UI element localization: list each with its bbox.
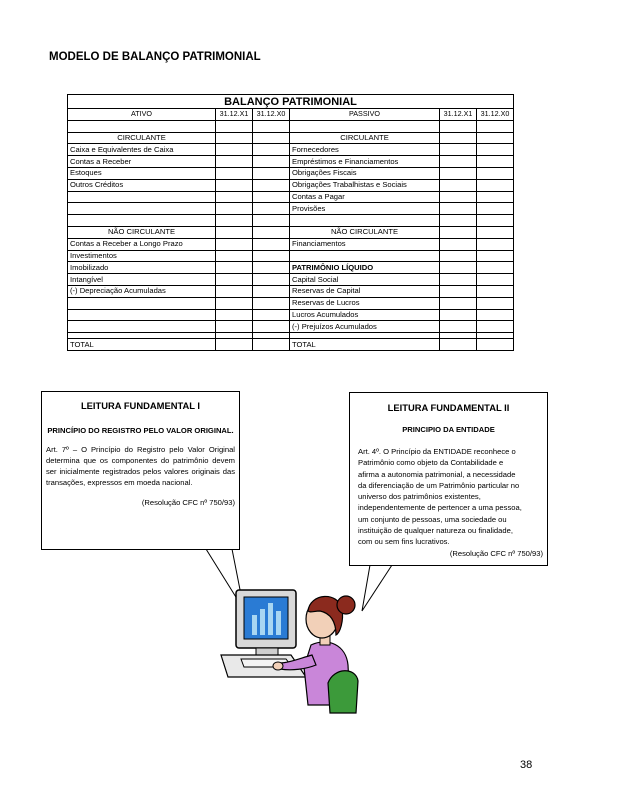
passivo-x1-cell [440, 321, 477, 333]
passivo-x0-cell [477, 132, 514, 144]
passivo-x1-cell [440, 132, 477, 144]
header-ativo-x1: 31.12.X1 [216, 109, 253, 121]
passivo-x0-cell [477, 285, 514, 297]
ativo-x0-cell [253, 215, 290, 227]
leitura-fundamental-1-box [41, 391, 240, 550]
ativo-x1-cell [216, 262, 253, 274]
ativo-cell: Estoques [68, 167, 216, 179]
ativo-x1-cell [216, 309, 253, 321]
passivo-x0-cell [477, 144, 514, 156]
passivo-x1-cell [440, 285, 477, 297]
leitura1-body: Art. 7º – O Princípio do Registro pelo Valor Original determina que os componentes do patrimônio devem ser inicialmente registrados pelos valores originais das transações, expressos em moeda nacional. [46, 445, 235, 487]
table-row [68, 321, 514, 333]
ativo-x0-cell [253, 262, 290, 274]
ativo-x0-cell [253, 167, 290, 179]
ativo-x1-cell [216, 156, 253, 168]
table-row [68, 309, 514, 321]
ativo-x0-cell [253, 297, 290, 309]
ativo-x0-cell [253, 250, 290, 262]
passivo-cell: PATRIMÔNIO LÍQUIDO [290, 262, 440, 274]
screen-bar-4 [276, 611, 281, 635]
passivo-cell: CIRCULANTE [290, 132, 440, 144]
passivo-x1-cell [440, 203, 477, 215]
ativo-cell: Imobilizado [68, 262, 216, 274]
passivo-cell [290, 215, 440, 227]
passivo-cell: Reservas de Capital [290, 285, 440, 297]
ativo-x1-cell [216, 238, 253, 250]
passivo-x1-cell [440, 238, 477, 250]
leitura2-ref: (Resolução CFC nº 750/93) [449, 548, 543, 558]
computer-monitor-icon [236, 590, 296, 656]
ativo-x1-cell [216, 321, 253, 333]
table-row [68, 156, 514, 168]
passivo-cell: Financiamentos [290, 238, 440, 250]
ativo-x0-cell [253, 321, 290, 333]
ativo-cell: Intangível [68, 274, 216, 286]
table-row [68, 179, 514, 191]
ativo-cell [68, 297, 216, 309]
passivo-x1-cell [440, 226, 477, 238]
screen-bar-1 [252, 615, 257, 635]
passivo-x0-cell [477, 167, 514, 179]
passivo-x0-cell [477, 238, 514, 250]
passivo-x1-cell [440, 215, 477, 227]
passivo-cell [290, 250, 440, 262]
passivo-x1-cell [440, 309, 477, 321]
ativo-x0-cell [253, 226, 290, 238]
passivo-cell: Fornecedores [290, 144, 440, 156]
header-passivo: PASSIVO [290, 109, 440, 121]
passivo-cell: (-) Prejuízos Acumulados [290, 321, 440, 333]
leitura2-subtitle: PRINCIPIO DA ENTIDADE [402, 425, 495, 434]
passivo-cell: Empréstimos e Financiamentos [290, 156, 440, 168]
table-title: BALANÇO PATRIMONIAL [68, 95, 514, 109]
table-row [68, 238, 514, 250]
passivo-cell: Reservas de Lucros [290, 297, 440, 309]
table-row [68, 144, 514, 156]
table-row [68, 262, 514, 274]
page-number: 38 [520, 759, 533, 771]
table-row [68, 215, 514, 227]
ativo-cell: Contas a Receber [68, 156, 216, 168]
ativo-x0-cell [253, 191, 290, 203]
ativo-x0-cell [253, 120, 290, 132]
ativo-cell [68, 120, 216, 132]
table-row [68, 339, 514, 351]
leitura1-ref: (Resolução CFC nº 750/93) [141, 498, 235, 507]
ativo-cell [68, 309, 216, 321]
passivo-x0-cell [477, 309, 514, 321]
page-title: MODELO DE BALANÇO PATRIMONIAL [49, 51, 261, 63]
ativo-x0-cell [253, 339, 290, 351]
table-row [68, 250, 514, 262]
ativo-cell: Contas a Receber a Longo Prazo [68, 238, 216, 250]
screen-bar-2 [260, 609, 265, 635]
ativo-x0-cell [253, 156, 290, 168]
passivo-x1-cell [440, 156, 477, 168]
table-title-row [68, 95, 514, 109]
ativo-cell [68, 203, 216, 215]
ativo-x1-cell [216, 132, 253, 144]
passivo-x0-cell [477, 215, 514, 227]
balance-sheet-table [67, 94, 514, 351]
ativo-x1-cell [216, 120, 253, 132]
ativo-x1-cell [216, 339, 253, 351]
ativo-cell [68, 191, 216, 203]
ativo-cell [68, 321, 216, 333]
table-row [68, 120, 514, 132]
ativo-x1-cell [216, 179, 253, 191]
table-row [68, 297, 514, 309]
ativo-x1-cell [216, 250, 253, 262]
ativo-cell [68, 215, 216, 227]
passivo-x1-cell [440, 167, 477, 179]
passivo-x1-cell [440, 191, 477, 203]
passivo-cell: Provisões [290, 203, 440, 215]
ativo-cell: TOTAL [68, 339, 216, 351]
ativo-cell: Investimentos [68, 250, 216, 262]
woman-at-computer-clipart [216, 555, 366, 715]
passivo-x0-cell [477, 156, 514, 168]
leitura2-body: Art. 4º. O Princípio da ENTIDADE reconhece o Patrimônio como objeto da Contabilidade e afirma a autonomia patrimonial, a necessidade da diferenciação de um Patrimônio particular no universo dos patrimônios existentes, independentemente de pertencer a uma pessoa, um conjunto de pessoas, uma sociedade ou instituição de qualquer natureza ou finalidade, com ou sem fins lucrativos. [358, 447, 522, 547]
passivo-x0-cell [477, 262, 514, 274]
leitura1-subtitle: PRINCÍPIO DO REGISTRO PELO VALOR ORIGINAL. [47, 426, 234, 435]
table-row [68, 132, 514, 144]
passivo-x0-cell [477, 274, 514, 286]
leitura2-title: LEITURA FUNDAMENTAL II [387, 402, 510, 413]
header-passivo-x1: 31.12.X1 [440, 109, 477, 121]
passivo-cell: TOTAL [290, 339, 440, 351]
passivo-x0-cell [477, 250, 514, 262]
passivo-cell [290, 120, 440, 132]
table-row [68, 203, 514, 215]
header-ativo: ATIVO [68, 109, 216, 121]
hair-bun [337, 596, 355, 614]
ativo-cell: NÃO CIRCULANTE [68, 226, 216, 238]
ativo-x1-cell [216, 191, 253, 203]
passivo-x0-cell [477, 203, 514, 215]
passivo-x0-cell [477, 339, 514, 351]
passivo-x0-cell [477, 120, 514, 132]
passivo-x0-cell [477, 226, 514, 238]
ativo-x0-cell [253, 203, 290, 215]
passivo-cell: Contas a Pagar [290, 191, 440, 203]
table-row [68, 167, 514, 179]
chair-back [328, 671, 358, 713]
chair-icon [328, 671, 358, 713]
ativo-x1-cell [216, 144, 253, 156]
ativo-x1-cell [216, 226, 253, 238]
ativo-x0-cell [253, 132, 290, 144]
passivo-x0-cell [477, 297, 514, 309]
ativo-cell: Outros Créditos [68, 179, 216, 191]
ativo-x0-cell [253, 238, 290, 250]
ativo-x1-cell [216, 274, 253, 286]
passivo-x1-cell [440, 144, 477, 156]
table-row [68, 191, 514, 203]
passivo-cell: Obrigações Fiscais [290, 167, 440, 179]
passivo-x1-cell [440, 297, 477, 309]
screen-bar-3 [268, 603, 273, 635]
ativo-cell: Caixa e Equivalentes de Caixa [68, 144, 216, 156]
passivo-cell: Lucros Acumulados [290, 309, 440, 321]
leitura-fundamental-2-box [349, 392, 548, 566]
passivo-x1-cell [440, 179, 477, 191]
ativo-x0-cell [253, 179, 290, 191]
passivo-x1-cell [440, 262, 477, 274]
ativo-cell: (-) Depreciação Acumuladas [68, 285, 216, 297]
ativo-x0-cell [253, 274, 290, 286]
passivo-x1-cell [440, 120, 477, 132]
passivo-x1-cell [440, 250, 477, 262]
ativo-cell: CIRCULANTE [68, 132, 216, 144]
hand [273, 662, 283, 670]
table-row [68, 226, 514, 238]
ativo-x0-cell [253, 144, 290, 156]
header-ativo-x0: 31.12.X0 [253, 109, 290, 121]
passivo-x0-cell [477, 179, 514, 191]
passivo-x1-cell [440, 339, 477, 351]
callout-right-tail [362, 565, 392, 611]
ativo-x1-cell [216, 285, 253, 297]
table-row [68, 285, 514, 297]
header-passivo-x0: 31.12.X0 [477, 109, 514, 121]
passivo-cell: Capital Social [290, 274, 440, 286]
passivo-cell: NÃO CIRCULANTE [290, 226, 440, 238]
ativo-x0-cell [253, 285, 290, 297]
passivo-x0-cell [477, 191, 514, 203]
ativo-x1-cell [216, 215, 253, 227]
passivo-x0-cell [477, 321, 514, 333]
ativo-x1-cell [216, 297, 253, 309]
ativo-x1-cell [216, 167, 253, 179]
passivo-cell: Obrigações Trabalhistas e Sociais [290, 179, 440, 191]
leitura1-title: LEITURA FUNDAMENTAL I [80, 400, 201, 411]
table-header-row [68, 109, 514, 121]
table-row [68, 274, 514, 286]
monitor-screen [244, 597, 288, 639]
passivo-x1-cell [440, 274, 477, 286]
ativo-x1-cell [216, 203, 253, 215]
ativo-x0-cell [253, 309, 290, 321]
